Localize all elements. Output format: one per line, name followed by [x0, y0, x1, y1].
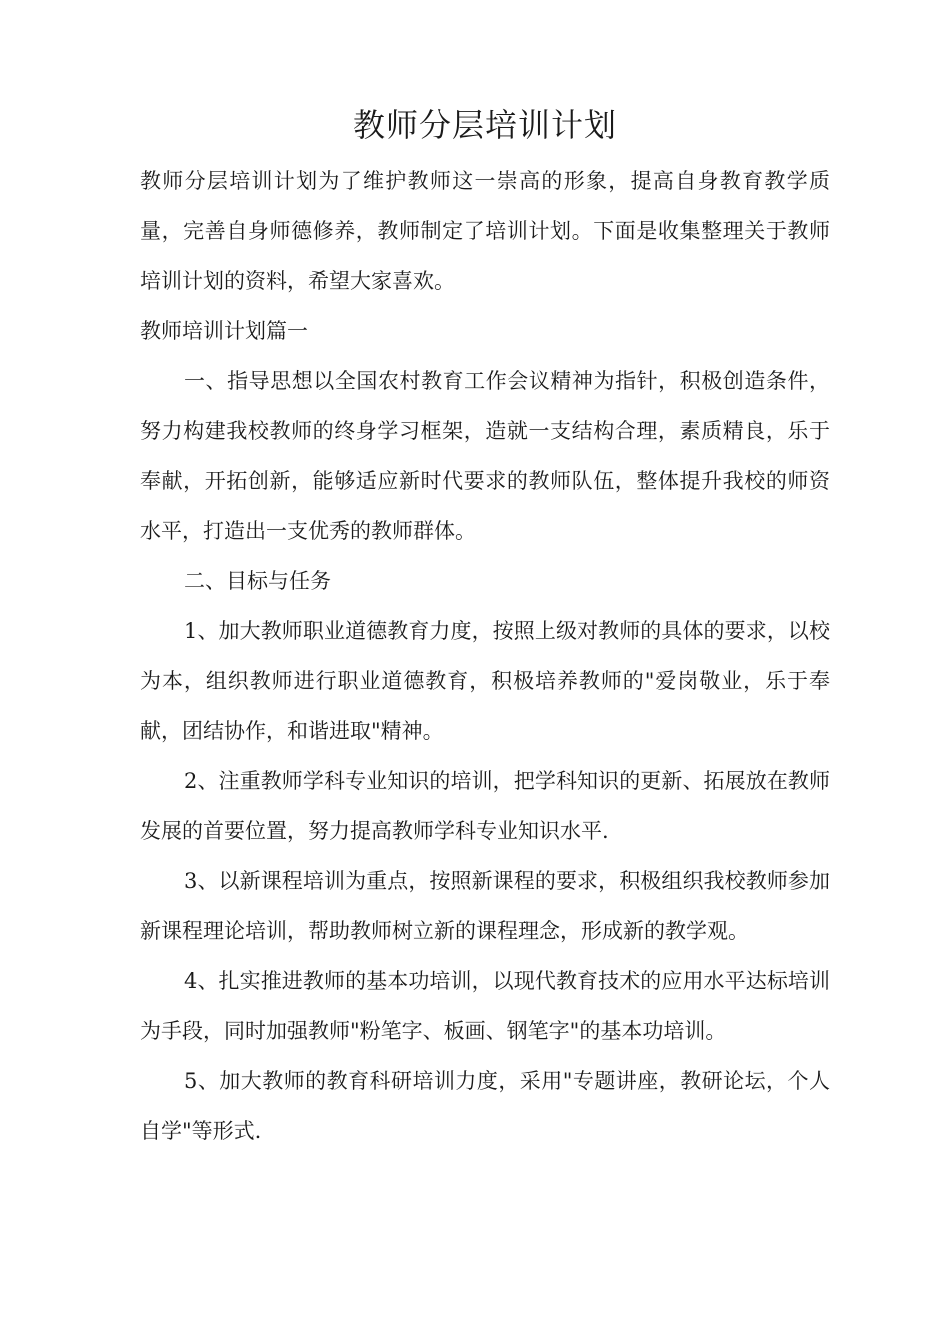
paragraph-goal-4: 4、扎实推进教师的基本功培训，以现代教育技术的应用水平达标培训为手段，同时加强教师"粉笔字、板画、钢笔字"的基本功培训。: [140, 969, 830, 1043]
paragraph-goal-2: 2、注重教师学科专业知识的培训，把学科知识的更新、拓展放在教师发展的首要位置，努力提高教师学科专业知识水平.: [140, 769, 830, 843]
paragraph-goal-3: 3、以新课程培训为重点，按照新课程的要求，积极组织我校教师参加新课程理论培训，帮助教师树立新的课程理念，形成新的教学观。: [140, 869, 830, 943]
paragraph-section-heading: 教师培训计划篇一: [140, 319, 308, 343]
document-page: [140, 100, 830, 1156]
paragraph-goal-1: 1、加大教师职业道德教育力度，按照上级对教师的具体的要求，以校为本，组织教师进行职业道德教育，积极培养教师的"爱岗敬业，乐于奉献，团结协作，和谐进取"精神。: [140, 619, 830, 743]
document-title: 教师分层培训计划: [352, 106, 617, 144]
paragraph-goals-heading: 二、目标与任务: [184, 569, 331, 593]
paragraph-goal-5: 5、加大教师的教育科研培训力度，采用"专题讲座，教研论坛，个人自学"等形式.: [140, 1069, 830, 1143]
paragraph-intro: 教师分层培训计划为了维护教师这一崇高的形象，提高自身教育教学质量，完善自身师德修养，教师制定了培训计划。下面是收集整理关于教师培训计划的资料，希望大家喜欢。: [140, 169, 830, 293]
paragraph-guiding-ideology: 一、指导思想以全国农村教育工作会议精神为指针，积极创造条件，努力构建我校教师的终身学习框架，造就一支结构合理，素质精良，乐于奉献，开拓创新，能够适应新时代要求的教师队伍，整体提升我校的师资水平，打造出一支优秀的教师群体。: [140, 369, 830, 543]
